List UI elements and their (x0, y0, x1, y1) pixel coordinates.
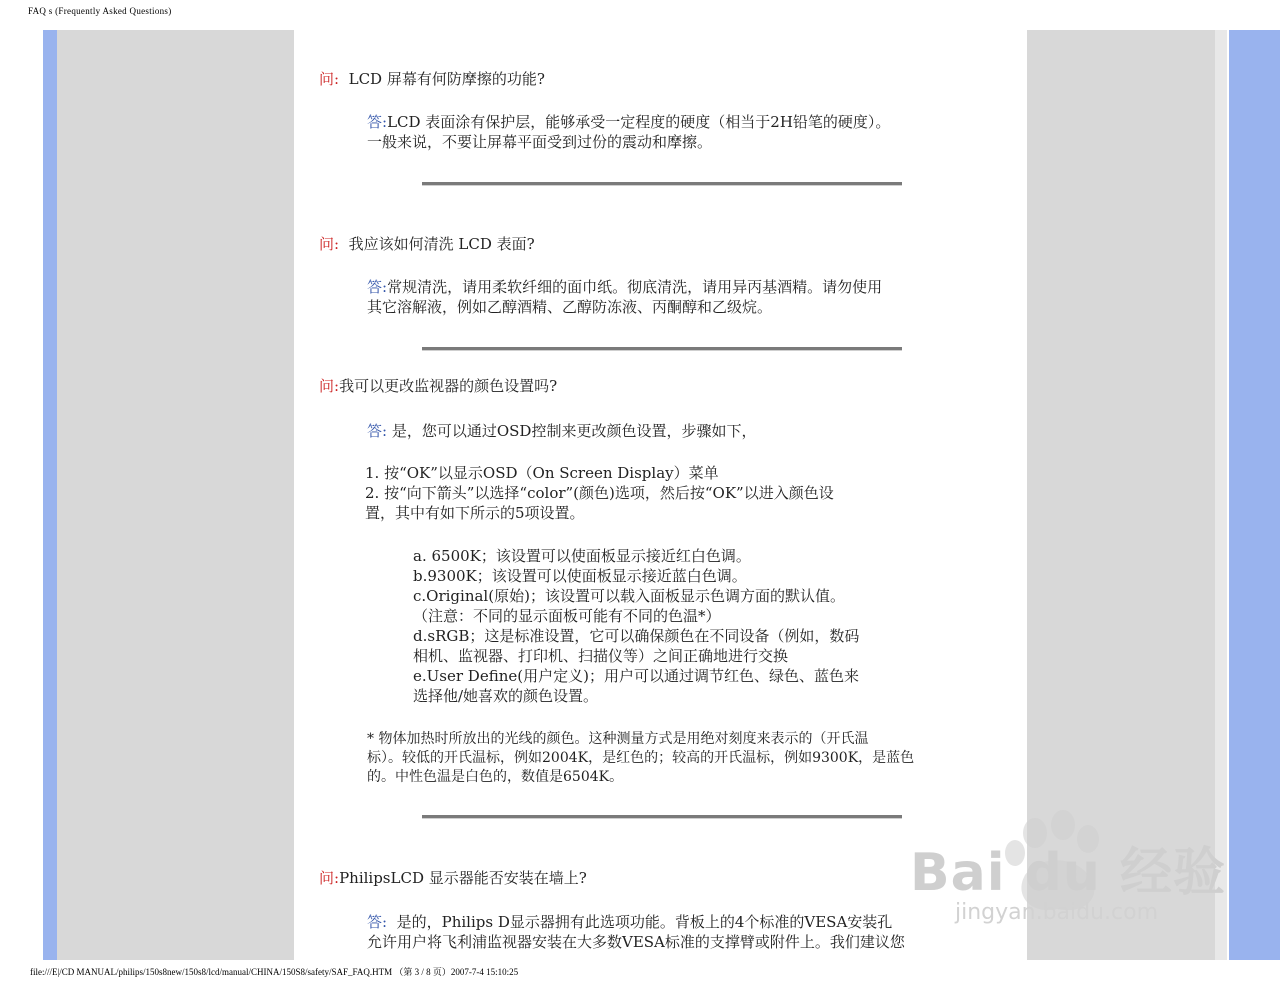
step-2-line-1: 2. 按“向下箭头”以选择“color”(颜色)选项，然后按“OK”以进入颜色设 (365, 484, 834, 502)
question-label: 问: (319, 377, 340, 395)
question-label: 问: (319, 869, 340, 887)
faq-answer-3-intro (367, 421, 756, 441)
faq-answer-2-line-1 (367, 277, 882, 297)
right-light-strip (1215, 30, 1227, 960)
answer-label: 答: (367, 278, 388, 296)
faq-answer-1-line-1 (367, 112, 890, 132)
step-1: 1. 按“OK”以显示OSD（On Screen Display）菜单 (365, 464, 719, 482)
right-blue-band (1229, 30, 1280, 960)
question-text: PhilipsLCD 显示器能否安装在墙上? (339, 869, 587, 887)
faq-answer-1-line-2: 一般来说，不要让屏幕平面受到过份的震动和摩擦。 (367, 133, 713, 151)
option-b: b.9300K；该设置可以使面板显示接近蓝白色调。 (413, 567, 747, 585)
divider-2 (422, 347, 902, 351)
option-e-line-1: e.User Define(用户定义)；用户可以通过调节红色、绿色、蓝色来 (413, 667, 859, 685)
faq-answer-2-line-2: 其它溶解液，例如乙醇酒精、乙醇防冻液、丙酮醇和乙级烷。 (367, 298, 773, 316)
faq-question-4 (319, 868, 587, 888)
note-line-2: 标）。较低的开氏温标，例如2004K，是红色的；较高的开氏温标，例如9300K，是蓝色 (367, 750, 915, 766)
question-label: 问: (319, 70, 340, 88)
answer-label: 答: (367, 913, 388, 931)
option-c-line-2: （注意：不同的显示面板可能有不同的色温*） (413, 607, 721, 625)
faq-answer-4-line-1 (367, 912, 892, 932)
watermark-url: jingyan.baidu.com (955, 900, 1159, 925)
divider-3 (422, 815, 902, 819)
page-header-title: FAQ s (Frequently Asked Questions) (28, 6, 172, 16)
question-text: LCD 屏幕有何防摩擦的功能? (348, 70, 545, 88)
option-d-line-2: 相机、监视器、打印机、扫描仪等）之间正确地进行交换 (413, 647, 789, 665)
step-2-line-2: 置，其中有如下所示的5项设置。 (365, 504, 585, 522)
faq-question-1 (319, 69, 545, 89)
note-line-1: * 物体加热时所放出的光线的颜色。这种测量方式是用绝对刻度来表示的（开氏温 (367, 731, 869, 747)
answer-text: 常规清洗，请用柔软纤细的面巾纸。彻底清洗，请用异丙基酒精。请勿使用 (387, 278, 883, 296)
question-label: 问: (319, 235, 340, 253)
faq-question-2 (319, 234, 535, 254)
answer-text: 是的，Philips D显示器拥有此选项功能。背板上的4个标准的VESA安装孔 (396, 913, 893, 931)
watermark-brand: Bai du 经验 (910, 843, 1226, 903)
answer-label: 答: (367, 422, 388, 440)
answer-text: LCD 表面涂有保护层，能够承受一定程度的硬度（相当于2H铅笔的硬度）。 (387, 113, 891, 131)
option-a: a. 6500K；该设置可以使面板显示接近红白色调。 (413, 547, 751, 565)
question-text: 我可以更改监视器的颜色设置吗? (339, 377, 558, 395)
left-gray-margin (57, 30, 294, 960)
page-footer-path: file:///E|/CD MANUAL/philips/150s8new/150s8/lcd/manual/CHINA/150S8/safety/SAF_FAQ.HTM （第 3 / 8 页）2007-7-4 15:10:25 (30, 967, 519, 977)
question-text: 我应该如何清洗 LCD 表面? (348, 235, 535, 253)
option-d-line-1: d.sRGB；这是标准设置，它可以确保颜色在不同设备（例如，数码 (413, 627, 860, 645)
left-blue-band (43, 30, 57, 960)
answer-label: 答: (367, 113, 388, 131)
divider-1 (422, 182, 902, 186)
faq-answer-4-line-2: 允许用户将飞利浦监视器安装在大多数VESA标准的支撑臂或附件上。我们建议您 (367, 933, 905, 951)
option-c-line-1: c.Original(原始)；该设置可以载入面板显示色调方面的默认值。 (413, 587, 845, 605)
faq-question-3 (319, 376, 557, 396)
option-e-line-2: 选择他/她喜欢的颜色设置。 (413, 687, 599, 705)
note-line-3: 的。中性色温是白色的，数值是6504K。 (367, 769, 624, 785)
answer-text: 是，您可以通过OSD控制来更改颜色设置，步骤如下， (391, 422, 757, 440)
